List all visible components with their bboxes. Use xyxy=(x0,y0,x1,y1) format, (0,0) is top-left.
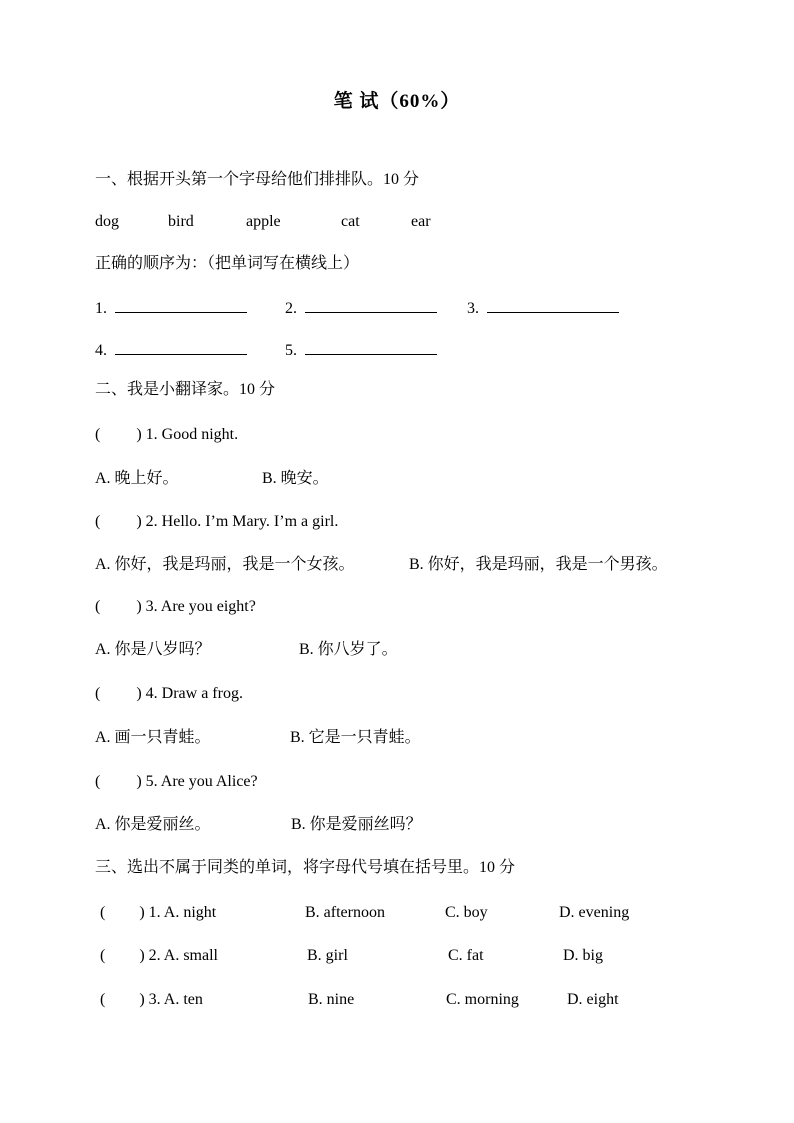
question-prompt: ( ) 2. Hello. I’m Mary. I’m a girl. xyxy=(95,513,339,530)
choice-row: ( ) 1. A. night xyxy=(100,904,217,921)
option-c: C. fat xyxy=(448,947,484,964)
option-b: B. nine xyxy=(308,991,355,1008)
answer-blank-2[interactable] xyxy=(285,297,437,319)
option-a: 1. A. night xyxy=(148,904,217,921)
option-b: B. 你好，我是玛丽，我是一个男孩。 xyxy=(409,556,668,573)
question-text: 5. Are you Alice? xyxy=(145,773,258,790)
option-a: 3. A. ten xyxy=(148,991,203,1008)
answer-blank-1[interactable] xyxy=(95,297,247,319)
question-prompt: ( ) 5. Are you Alice? xyxy=(95,773,258,790)
word-list xyxy=(0,212,794,232)
question-prompt: ( ) 3. Are you eight? xyxy=(95,598,256,615)
section3-heading: 三、选出不属于同类的单词，将字母代号填在括号里。10 分 xyxy=(95,859,516,876)
option-d: D. evening xyxy=(559,904,630,921)
word-item: cat xyxy=(341,213,360,230)
option-a: A. 晚上好。 xyxy=(95,470,179,487)
option-a: A. 画一只青蛙。 xyxy=(95,729,211,746)
blank-label: 5. xyxy=(285,342,297,359)
answer-blank-5[interactable] xyxy=(285,339,437,361)
option-d: D. big xyxy=(563,947,603,964)
answer-blank-4[interactable] xyxy=(95,339,247,361)
blank-label: 2. xyxy=(285,300,297,317)
question-text: 3. Are you eight? xyxy=(145,598,256,615)
option-a: A. 你好，我是玛丽，我是一个女孩。 xyxy=(95,556,355,573)
blank-line[interactable] xyxy=(305,297,437,313)
option-d: D. eight xyxy=(567,991,619,1008)
option-c: C. boy xyxy=(445,904,488,921)
section2-heading: 二、我是小翻译家。10 分 xyxy=(95,381,276,398)
word-item: ear xyxy=(411,213,431,230)
option-b: B. 它是一只青蛙。 xyxy=(290,729,421,746)
option-b: B. afternoon xyxy=(305,904,385,921)
word-item: bird xyxy=(168,213,194,230)
option-a: A. 你是爱丽丝。 xyxy=(95,816,211,833)
section1-heading: 一、根据开头第一个字母给他们排排队。10 分 xyxy=(95,171,420,188)
question-text: 4. Draw a frog. xyxy=(145,685,243,702)
option-a: 2. A. small xyxy=(148,947,218,964)
question-text: 1. Good night. xyxy=(145,426,239,443)
choice-row: ( ) 3. A. ten xyxy=(100,991,203,1008)
option-a: A. 你是八岁吗？ xyxy=(95,641,211,658)
word-item: apple xyxy=(246,213,281,230)
blank-label: 1. xyxy=(95,300,107,317)
answer-blank-3[interactable] xyxy=(467,297,619,319)
blank-line[interactable] xyxy=(115,339,247,355)
blank-line[interactable] xyxy=(487,297,619,313)
question-prompt: ( ) 4. Draw a frog. xyxy=(95,685,243,702)
question-text: 2. Hello. I’m Mary. I’m a girl. xyxy=(145,513,339,530)
word-item: dog xyxy=(95,213,119,230)
blank-line[interactable] xyxy=(115,297,247,313)
question-prompt: ( ) 1. Good night. xyxy=(95,426,239,443)
option-b: B. 你八岁了。 xyxy=(299,641,398,658)
option-b: B. girl xyxy=(307,947,348,964)
section1-instruction: 正确的顺序为：（把单词写在横线上） xyxy=(95,255,360,272)
blank-line[interactable] xyxy=(305,339,437,355)
blank-label: 4. xyxy=(95,342,107,359)
option-b: B. 晚安。 xyxy=(262,470,329,487)
option-c: C. morning xyxy=(446,991,519,1008)
choice-row: ( ) 2. A. small xyxy=(100,947,218,964)
option-b: B. 你是爱丽丝吗？ xyxy=(291,816,422,833)
blank-label: 3. xyxy=(467,300,479,317)
page-title: 笔 试（60%） xyxy=(333,91,461,112)
